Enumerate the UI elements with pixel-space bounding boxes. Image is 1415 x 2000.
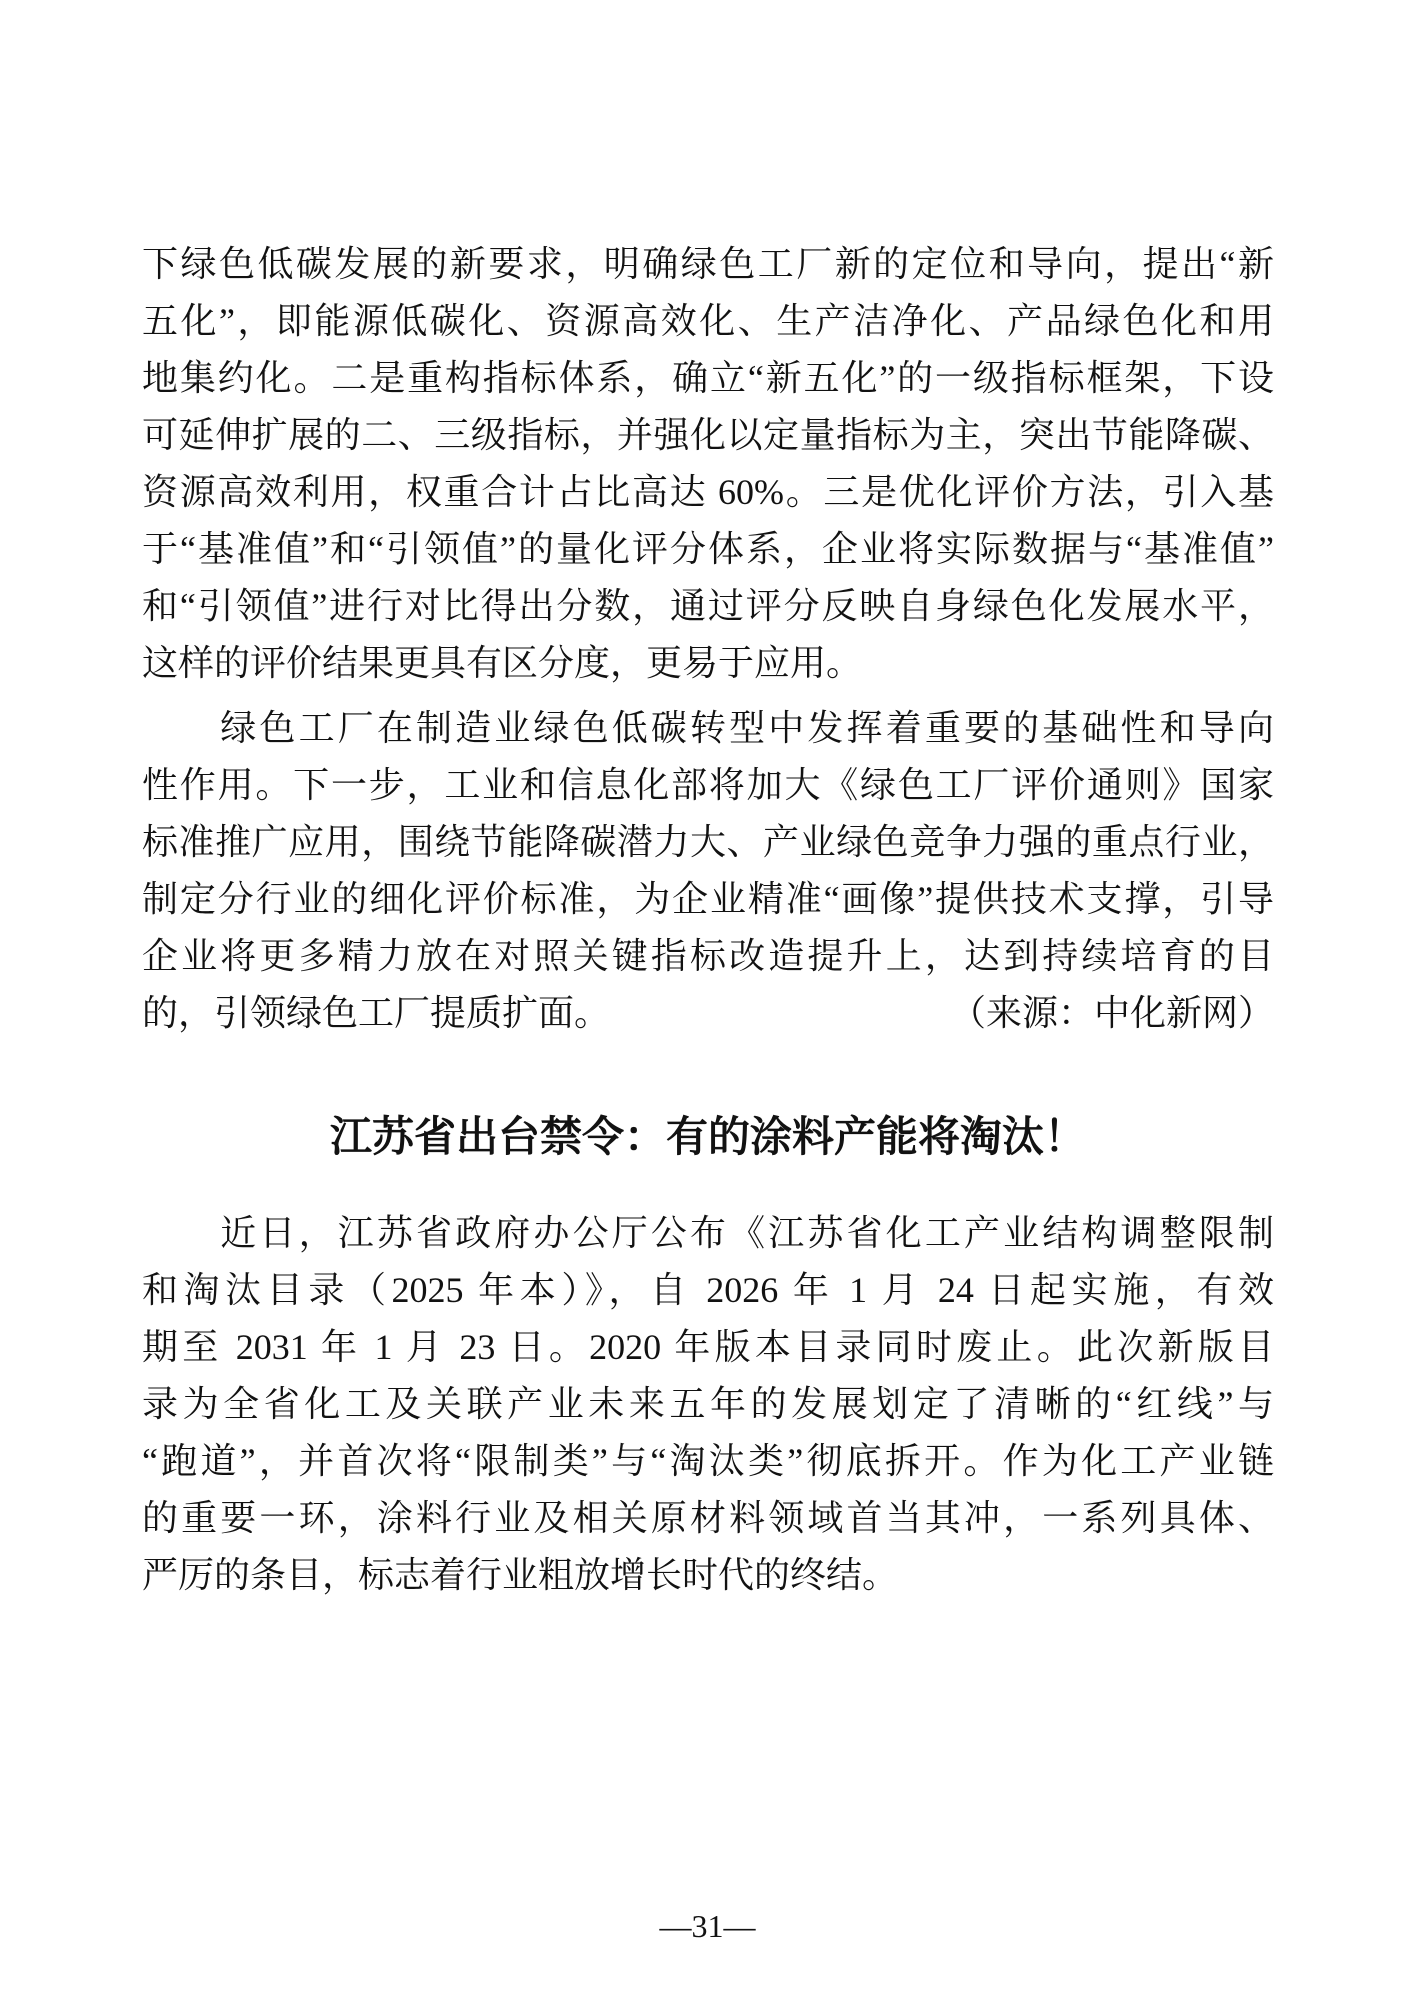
text-line: 制定分行业的细化评价标准，为企业精准“画像”提供技术支撑，引导	[142, 879, 1274, 919]
text-line: 可延伸扩展的二、三级指标，并强化以定量指标为主，突出节能降碳、	[142, 415, 1274, 455]
paragraph-last-line-with-source	[142, 985, 1274, 1042]
text-line: 录为全省化工及关联产业未来五年的发展划定了清晰的“红线”与	[142, 1384, 1274, 1424]
text-line: “跑道”，并首次将“限制类”与“淘汰类”彻底拆开。作为化工产业链	[142, 1441, 1274, 1481]
text-line: 和“引领值”进行对比得出分数，通过评分反映自身绿色化发展水平，	[142, 586, 1274, 626]
article-title: 江苏省出台禁令：有的涂料产能将淘汰！	[329, 1115, 1086, 1161]
text-line: 的重要一环，涂料行业及相关原材料领域首当其冲，一系列具体、	[142, 1498, 1274, 1538]
text-line: 地集约化。二是重构指标体系，确立“新五化”的一级指标框架，下设	[142, 358, 1274, 398]
paragraph-green-factory-outlook	[142, 700, 1274, 985]
text-line: 和淘汰目录（2025 年本）》，自 2026 年 1 月 24 日起实施，有效	[142, 1270, 1274, 1310]
text-line: 近日，江苏省政府办公厅公布《江苏省化工产业结构调整限制	[142, 1213, 1274, 1253]
page-number: —31—	[659, 1908, 756, 1944]
text-line: 于“基准值”和“引领值”的量化评分体系，企业将实际数据与“基准值”	[142, 529, 1274, 569]
paragraph-jiangsu-catalogue	[142, 1205, 1274, 1604]
text-line: 严厉的条目，标志着行业粗放增长时代的终结。	[142, 1555, 899, 1595]
text-line: 企业将更多精力放在对照关键指标改造提升上，达到持续培育的目	[142, 936, 1274, 976]
article-body	[142, 0, 1274, 1604]
text-line: 这样的评价结果更具有区分度，更易于应用。	[142, 643, 863, 683]
text-line: 下绿色低碳发展的新要求，明确绿色工厂新的定位和导向，提出“新	[142, 244, 1274, 284]
source-attribution: （来源：中化新网）	[949, 993, 1274, 1033]
text-line: 期至 2031 年 1 月 23 日。2020 年版本目录同时废止。此次新版目	[142, 1327, 1274, 1367]
text-line: 资源高效利用，权重合计占比高达 60%。三是优化评价方法，引入基	[142, 472, 1274, 512]
text-line: 五化”，即能源低碳化、资源高效化、生产洁净化、产品绿色化和用	[142, 301, 1274, 341]
text-line: 绿色工厂在制造业绿色低碳转型中发挥着重要的基础性和导向	[142, 708, 1274, 748]
text-line: 标准推广应用，围绕节能降碳潜力大、产业绿色竞争力强的重点行业，	[142, 822, 1274, 862]
paragraph-closing-text: 的，引领绿色工厂提质扩面。	[142, 993, 611, 1033]
text-line: 性作用。下一步，工业和信息化部将加大《绿色工厂评价通则》国家	[142, 765, 1274, 805]
paragraph-green-factory-continuation	[142, 236, 1274, 692]
